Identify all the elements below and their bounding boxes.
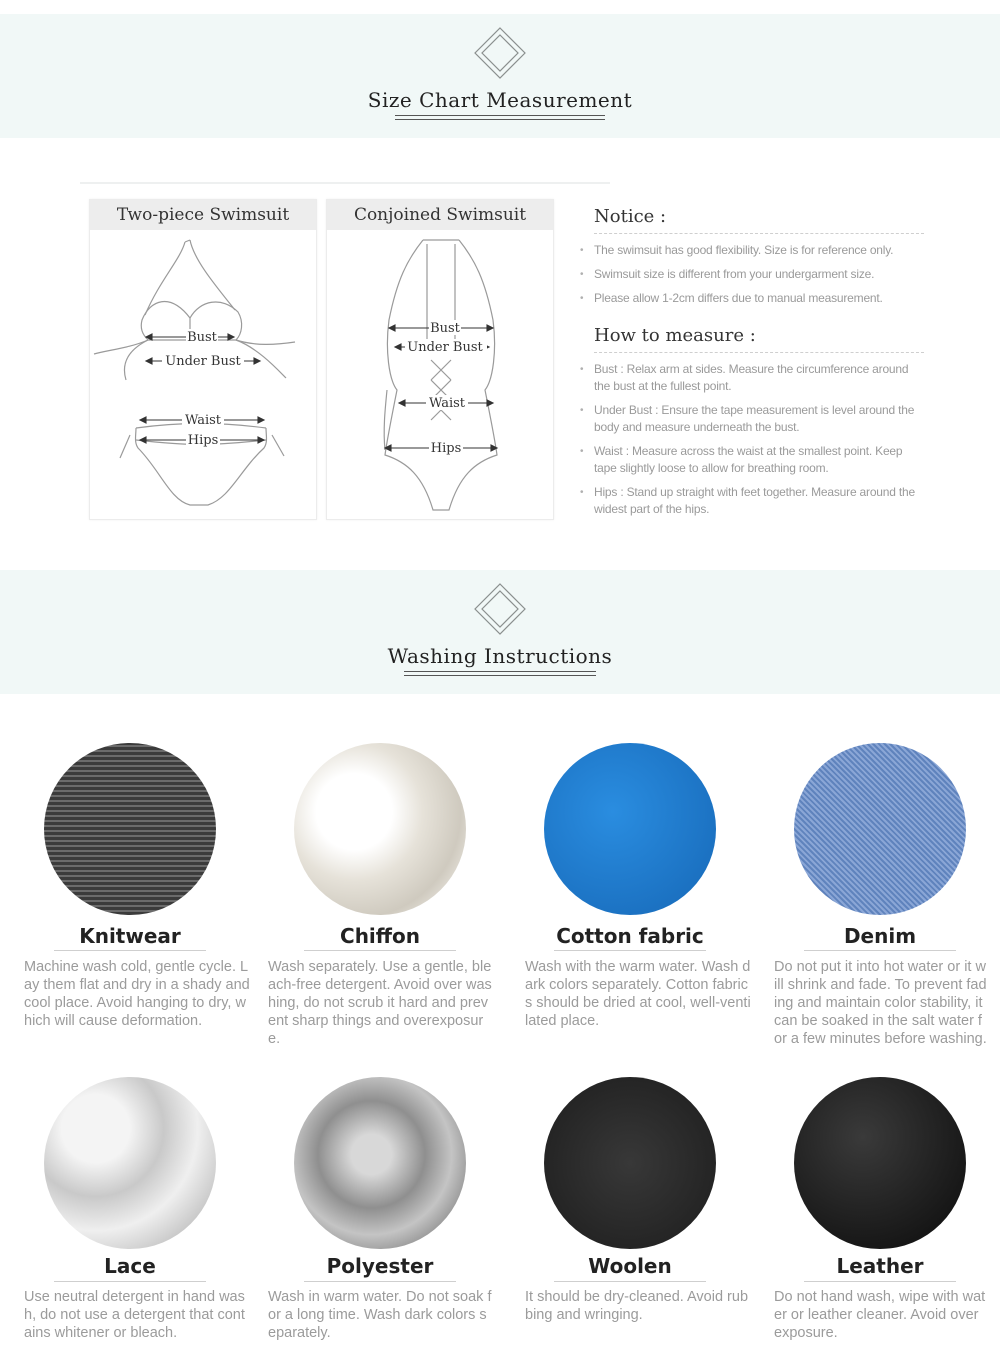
fabric-name: Leather	[836, 1254, 924, 1278]
conjoined-title: Conjoined Swimsuit	[327, 200, 553, 230]
woolen-swatch-icon	[544, 1077, 716, 1249]
how-to-item: • Under Bust : Ensure the tape measurement is level around the body and measure underneath the bust.	[594, 402, 924, 436]
conjoined-diagram	[327, 230, 553, 520]
fabric-divider	[804, 1281, 956, 1282]
fabric-divider	[54, 950, 206, 951]
diamond-icon	[473, 582, 527, 636]
fabric-name: Cotton fabric	[556, 924, 704, 948]
fabric-divider	[554, 1281, 706, 1282]
lace-swatch-icon	[44, 1077, 216, 1249]
title-underline	[395, 115, 605, 120]
waist-label: Waist	[428, 396, 466, 411]
bust-label: Bust	[187, 330, 217, 345]
notice-area	[594, 206, 924, 525]
waist-label: Waist	[184, 413, 222, 428]
hips-label: Hips	[187, 433, 219, 448]
fabric-name: Lace	[104, 1254, 156, 1278]
fabric-description: Machine wash cold, gentle cycle. Lay them flat and dry in a shady and cool place. Avoid hanging to dry, which will cause deformation.	[24, 959, 250, 1029]
how-to-item: • Bust : Relax arm at sides. Measure the circumference around the bust at the fullest point.	[594, 361, 924, 395]
two-piece-diagram	[90, 230, 316, 520]
fabric-divider	[804, 950, 956, 951]
washing-title: Washing Instructions	[387, 644, 613, 668]
washing-header	[0, 570, 1000, 694]
fabric-description: Do not put it into hot water or it will shrink and fade. To prevent fading and maintain color stability, it can be soaked in the salt water for a few minutes before washing.	[774, 959, 987, 1047]
how-to-item: • Waist : Measure across the waist at the smallest point. Keep tape slightly loose to allow for breathing room.	[594, 443, 924, 477]
knitwear-swatch-icon	[44, 743, 216, 915]
size-chart-header	[0, 14, 1000, 138]
fabric-description: Wash in warm water. Do not soak for a long time. Wash dark colors separately.	[268, 1289, 492, 1341]
polyester-swatch-icon	[294, 1077, 466, 1249]
fabric-description: Use neutral detergent in hand wash, do not use a detergent that contains whitener or bleach.	[24, 1289, 245, 1341]
fabric-name: Polyester	[326, 1254, 434, 1278]
denim-swatch-icon	[794, 743, 966, 915]
bust-label: Bust	[430, 321, 460, 336]
how-to-item: • Hips : Stand up straight with feet together. Measure around the widest part of the hips.	[594, 484, 924, 518]
fabric-name: Knitwear	[79, 924, 181, 948]
under-bust-label: Under Bust	[165, 354, 241, 369]
chiffon-swatch-icon	[294, 743, 466, 915]
fabric-divider	[304, 1281, 456, 1282]
size-chart-title: Size Chart Measurement	[367, 88, 633, 112]
two-piece-panel	[89, 199, 317, 520]
fabric-description: Do not hand wash, wipe with water or leather cleaner. Avoid over exposure.	[774, 1289, 986, 1341]
fabric-description: It should be dry-cleaned. Avoid rubbing and wringing.	[525, 1289, 749, 1323]
diamond-icon	[473, 26, 527, 80]
fabric-name: Denim	[843, 924, 917, 948]
notice-heading: Notice :	[594, 206, 924, 234]
fabric-divider	[54, 1281, 206, 1282]
title-underline	[404, 671, 596, 676]
conjoined-panel	[326, 199, 554, 520]
two-piece-title: Two-piece Swimsuit	[90, 200, 316, 230]
fabric-divider	[554, 950, 706, 951]
cotton-swatch-icon	[544, 743, 716, 915]
how-to-heading: How to measure :	[594, 325, 924, 353]
fabric-divider	[304, 950, 456, 951]
leather-swatch-icon	[794, 1077, 966, 1249]
under-bust-label: Under Bust	[407, 340, 483, 355]
hips-label: Hips	[430, 441, 462, 456]
fabric-description: Wash with the warm water. Wash dark colors separately. Cotton fabrics should be dried at cool, well-ventilated place.	[525, 959, 751, 1029]
notice-item: • Please allow 1-2cm differs due to manual measurement.	[594, 290, 924, 307]
notice-item: • The swimsuit has good flexibility. Size is for reference only.	[594, 242, 924, 259]
divider	[80, 182, 610, 184]
notice-item: • Swimsuit size is different from your undergarment size.	[594, 266, 924, 283]
fabric-name: Chiffon	[340, 924, 420, 948]
fabric-name: Woolen	[588, 1254, 672, 1278]
fabric-description: Wash separately. Use a gentle, bleach-free detergent. Avoid over washing, do not scrub it hard and prevent sharp things and overexposure.	[268, 959, 492, 1047]
